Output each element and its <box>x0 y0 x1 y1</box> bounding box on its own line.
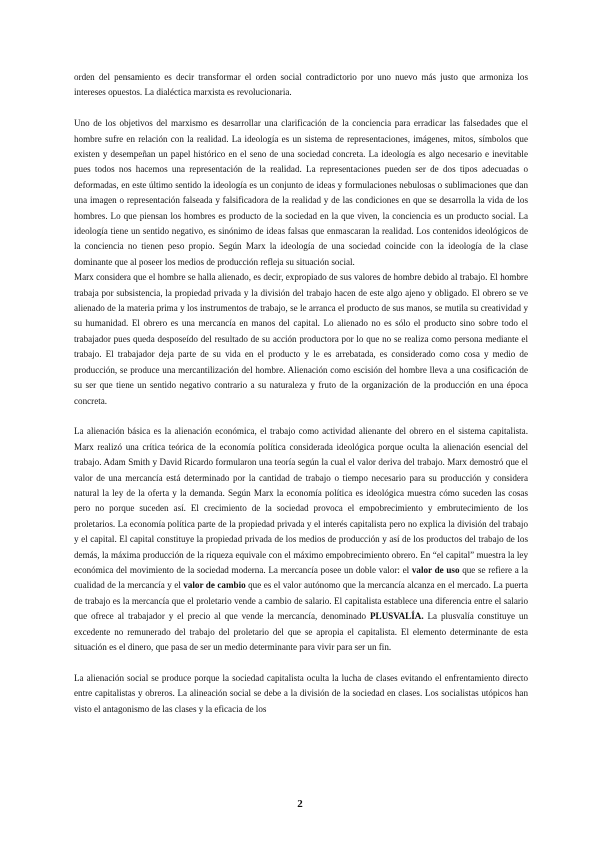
page-number: 2 <box>297 798 303 810</box>
term-valor-de-cambio: valor de cambio <box>183 580 246 591</box>
body-text <box>74 70 528 717</box>
paragraph-alienacion-hombre <box>74 270 528 409</box>
term-plusvalia: PLUSVALÍA. <box>369 611 424 622</box>
paragraph-alienacion-social <box>74 671 528 717</box>
text-segment: orden del pensamiento es decir transformar el orden social contradictorio por uno nuevo más justo que armoniza los intereses opuestos. La dialéctica marxista es revolucionaria. <box>74 72 528 98</box>
paragraph-ideologia <box>74 116 528 270</box>
text-segment: Uno de los objetivos del marxismo es desarrollar una clarificación de la conciencia para erradicar las falsedades que el hombre sufre en relación con la realidad. La ideología es un sistema de representaciones, imágenes, mitos, símbolos que existen y desempeñan un papel histórico en el seno de una sociedad concreta. La ideología es algo necesario e inevitable pues todos nos hacemos una representación de la realidad. La representaciones pueden ser de dos tipos adecuadas o deformadas, en este último sentido la ideología es un conjunto de ideas y formulaciones nebulosas o sublimaciones que dan una imagen o representación falseada y falsificadora de la realidad y de las condiciones en que se desarrolla la vida de los hombres. Lo que piensan los hombres es producto de la sociedad en la que viven, la conciencia es un producto social. La ideología tiene un sentido negativo, es sinónimo de ideas falsas que enmascaran la realidad. Los contenidos ideológicos de la conciencia no tienen peso propio. Según Marx la ideología de una sociedad coincide con la ideología de la clase dominante que al poseer los medios de producción refleja su situación social. <box>74 118 528 267</box>
paragraph-dialectica <box>74 70 528 101</box>
text-segment: que es el valor autónomo que la mercancía alcanza en el mercado. La puerta de trabajo es la mercancía que el proletario vende a cambio de salario. El capitalista establece una diferencia entre el salario que ofrece al trabajador y el precio al que vende la mercancía, denominado <box>74 580 528 622</box>
term-valor-de-uso: valor de uso <box>411 564 460 575</box>
text-segment: La alienación social se produce porque la sociedad capitalista oculta la lucha de clases evitando el enfrentamiento directo entre capitalistas y obreros. La alineación social se debe a la división de la sociedad en clases. Los socialistas utópicos han visto el antagonismo de las clases y la eficacia de los <box>74 672 528 714</box>
text-segment: que se refiere a la cualidad de la mercancía y el <box>74 564 528 591</box>
paragraph-alienacion-economica <box>74 424 528 655</box>
text-segment: La plusvalía constituye un excedente no remunerado del trabajo del proletario del que se apropia el capitalista. El elemento determinante de esta situación es el dinero, que pasa de ser un medio determinante para vivir para ser un fin. <box>74 611 528 652</box>
text-segment: La alienación básica es la alienación económica, el trabajo como actividad alienante del obrero en el sistema capitalista. Marx realizó una crítica teórica de la economía política considerada ideológica porque oculta la alienación esencial del trabajo. Adam Smith y David Ricardo formularon una teoría según la cual el valor deriva del trabajo. Marx demostró que el valor de una mercancía está determinado por la cantidad de trabajo o tiempo necesario para su producción y considera natural la ley de la oferta y la demanda. Según Marx la economía política es ideológica muestra cómo suceden las cosas pero no porque suceden así. El crecimiento de la sociedad provoca el empobrecimiento y embrutecimiento de los proletarios. La economía política parte de la propiedad privada y el interés capitalista pero no explica la división del trabajo y el capital. El capital constituye la propiedad privada de los medios de producción y así de los productos del trabajo de los demás, la máxima producción de la riqueza equivale con el máximo empobrecimiento obrero. En “el capital” muestra la ley económica del movimiento de la sociedad moderna. La mercancía posee un doble valor: el <box>74 426 528 575</box>
text-segment: Marx considera que el hombre se halla alienado, es decir, expropiado de sus valores de hombre debido al trabajo. El hombre trabaja por subsistencia, la propiedad privada y la división del trabajo hacen de este algo ajeno y obligado. El obrero se ve alienado de la materia prima y los instrumentos de trabajo, se le arranca el producto de sus manos, se mutila su creatividad y su humanidad. El obrero es una mercancía en manos del capital. Lo alienado no es sólo el producto sino sobre todo el trabajador pues queda desposeído del resultado de su acción productora por lo que no se realiza como persona mediante el trabajo. El trabajador deja parte de su vida en el producto y le es arrebatada, es considerado como cosa y medio de producción, se produce una mercantilización del hombre. Alienación como escisión del hombre lleva a una cosificación de su ser que tiene un sentido negativo contrario a su naturaleza y fruto de la organización de la producción en una época concreta. <box>74 272 528 406</box>
